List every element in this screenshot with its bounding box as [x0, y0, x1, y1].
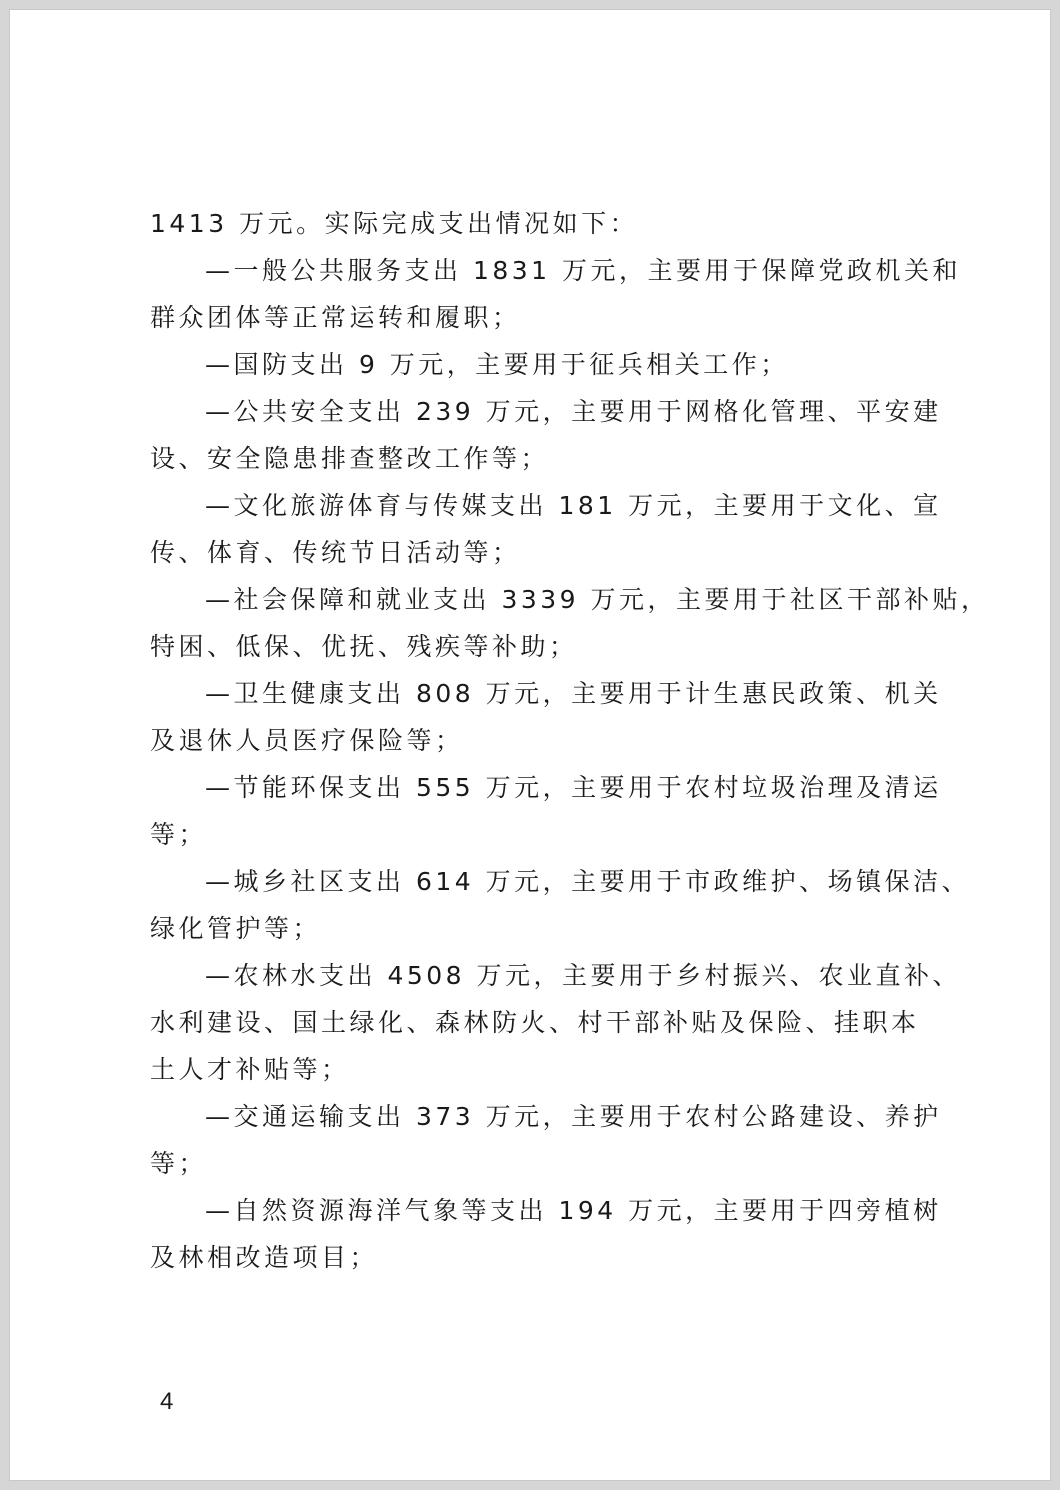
text-line: —社会保障和就业支出 3339 万元，主要用于社区干部补贴， — [205, 585, 990, 614]
text-line: 等； — [150, 820, 208, 849]
text-line: 绿化管护等； — [150, 914, 322, 943]
text-line: —自然资源海洋气象等支出 194 万元，主要用于四旁植树 — [205, 1196, 942, 1225]
text-line: 设、安全隐患排查整改工作等； — [150, 444, 550, 473]
text-line: 传、体育、传统节日活动等； — [150, 538, 521, 567]
text-line: —公共安全支出 239 万元，主要用于网格化管理、平安建 — [205, 397, 942, 426]
text-line: —节能环保支出 555 万元，主要用于农村垃圾治理及清运 — [205, 773, 942, 802]
page-number: 4 — [160, 1388, 174, 1415]
text-line: 及退休人员医疗保险等； — [150, 726, 464, 755]
text-line: —文化旅游体育与传媒支出 181 万元，主要用于文化、宣 — [205, 491, 942, 520]
text-line: 水利建设、国土绿化、森林防火、村干部补贴及保险、挂职本 — [150, 1008, 920, 1037]
document-page — [10, 10, 1050, 1480]
text-line: 等； — [150, 1149, 208, 1178]
text-line: —城乡社区支出 614 万元，主要用于市政维护、场镇保洁、 — [205, 867, 971, 896]
body-text — [150, 200, 990, 1281]
text-line: —国防支出 9 万元，主要用于征兵相关工作； — [205, 350, 789, 379]
text-line: 土人才补贴等； — [150, 1055, 350, 1084]
text-line: —交通运输支出 373 万元，主要用于农村公路建设、养护 — [205, 1102, 942, 1131]
text-line: 群众团体等正常运转和履职； — [150, 303, 521, 332]
text-line: 及林相改造项目； — [150, 1243, 379, 1272]
text-line: 特困、低保、优抚、残疾等补助； — [150, 632, 578, 661]
text-line: —卫生健康支出 808 万元，主要用于计生惠民政策、机关 — [205, 679, 942, 708]
text-line: 1413 万元。实际完成支出情况如下： — [150, 209, 639, 238]
text-line: —农林水支出 4508 万元，主要用于乡村振兴、农业直补、 — [205, 961, 962, 990]
text-line: —一般公共服务支出 1831 万元，主要用于保障党政机关和 — [205, 256, 962, 285]
